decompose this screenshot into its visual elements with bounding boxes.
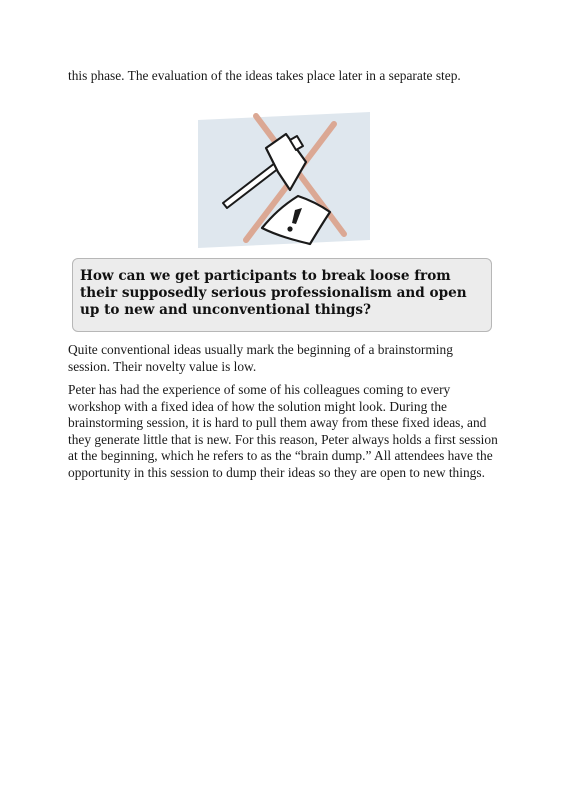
body-paragraph: Quite conventional ideas usually mark the beginning of a brainstorming session. Their novelty value is low. (68, 342, 453, 374)
question-callout-box (72, 258, 492, 332)
body-paragraph: Peter has had the experience of some of his colleagues coming to every workshop with a fixed idea of how the solution might look. During the brainstorming session, it is hard to pull them away from these fixed ideas, and they generate little that is new. For this reason, Peter always holds a first session at the beginning, which he refers to as the “brain dump.” All attendees have the opportunity in this session to dump their ideas so they are open to new things. (68, 382, 498, 480)
crossed-out-hammer-and-card-icon (194, 110, 372, 250)
intro-paragraph: this phase. The evaluation of the ideas takes place later in a separate step. (68, 68, 461, 83)
callout-question: How can we get participants to break loose from their supposedly serious professionalism and open up to new and unconventional things? (80, 268, 467, 318)
